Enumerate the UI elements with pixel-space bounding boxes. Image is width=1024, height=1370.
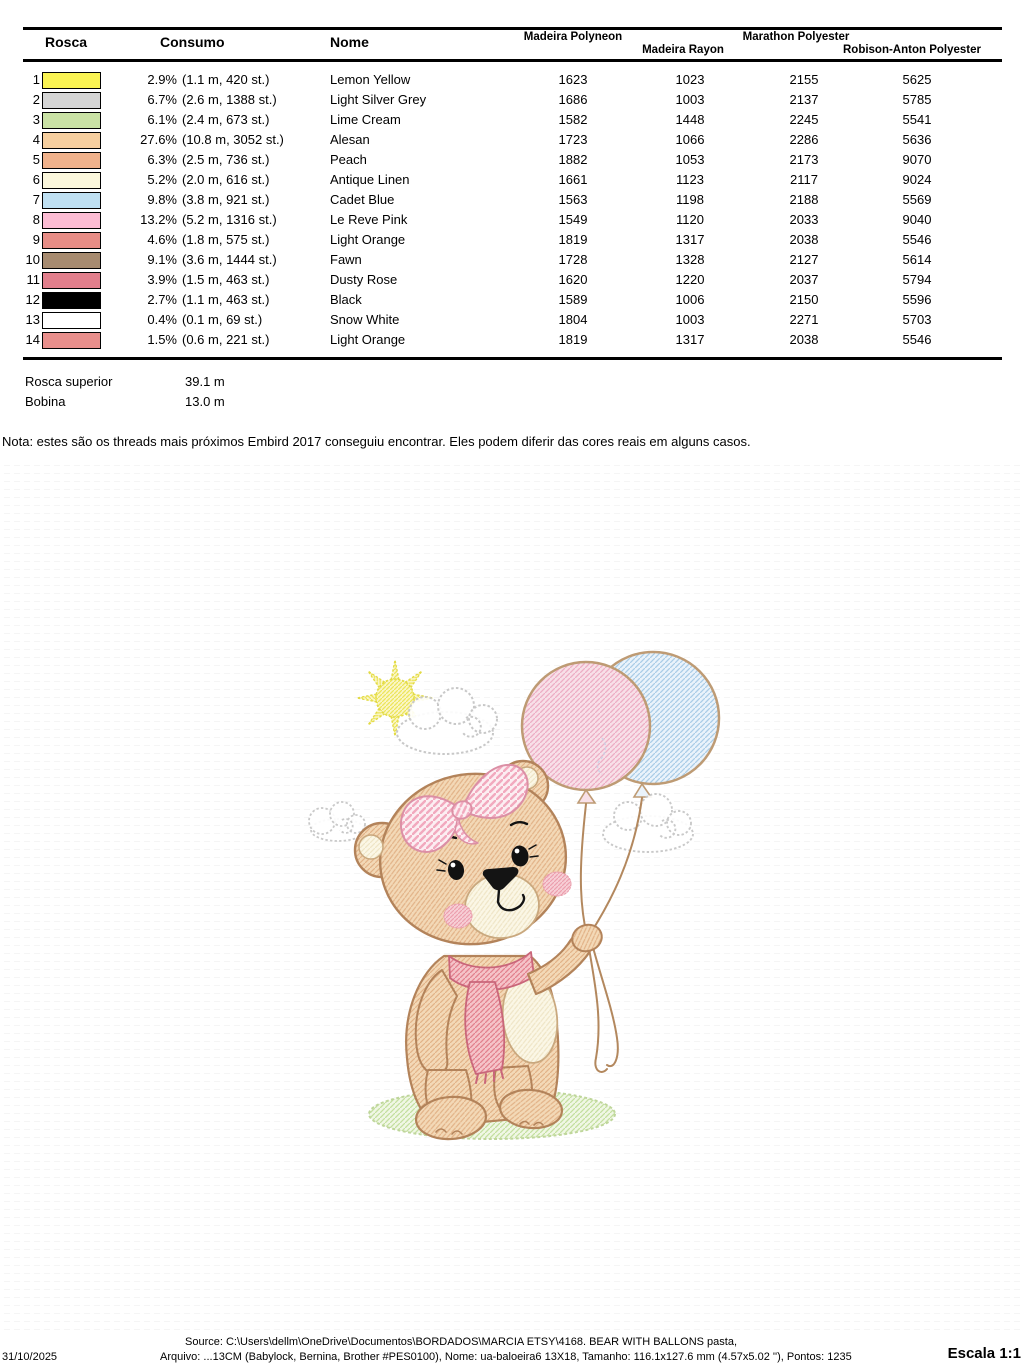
robison-anton-code: 9040 [902,212,932,227]
upper-thread-value: 39.1 m [185,374,225,389]
thread-number: 13 [25,312,40,327]
footer-source-path: Source: C:\Users\dellm\OneDrive\Documentos\BORDADOS\MARCIA ETSY\4168. BEAR WITH BALLONS pasta, [185,1336,738,1348]
robison-anton-code: 5794 [902,272,932,287]
madeira-polyneon-code: 1549 [558,212,588,227]
thread-name: Peach [330,152,367,167]
column-header-madeira-polyneon: Madeira Polyneon [523,31,623,43]
madeira-rayon-code: 1317 [675,232,705,247]
table-top-rule [23,27,1002,30]
madeira-polyneon-code: 1819 [558,232,588,247]
madeira-polyneon-code: 1819 [558,332,588,347]
bobbin-label: Bobina [25,394,66,409]
column-header-consumo: Consumo [160,34,225,50]
consumption-percent: 5.2% [147,172,177,187]
consumption-detail: (1.5 m, 463 st.) [182,272,270,287]
marathon-polyester-code: 2137 [789,92,819,107]
table-row [0,290,1024,310]
marathon-polyester-code: 2037 [789,272,819,287]
consumption-percent: 6.3% [147,152,177,167]
table-row [0,250,1024,270]
marathon-polyester-code: 2150 [789,292,819,307]
thread-number: 7 [32,192,40,207]
thread-number: 8 [32,212,40,227]
cloud-motif-small-left [309,802,365,841]
thread-number: 4 [32,132,40,147]
table-row [0,190,1024,210]
consumption-detail: (3.6 m, 1444 st.) [182,252,277,267]
madeira-polyneon-code: 1804 [558,312,588,327]
consumption-detail: (0.6 m, 221 st.) [182,332,270,347]
footer-date: 31/10/2025 [2,1351,58,1363]
table-row [0,330,1024,350]
madeira-rayon-code: 1006 [675,292,705,307]
consumption-detail: (2.5 m, 736 st.) [182,152,270,167]
consumption-detail: (2.6 m, 1388 st.) [182,92,277,107]
robison-anton-code: 9070 [902,152,932,167]
thread-number: 2 [32,92,40,107]
madeira-polyneon-code: 1728 [558,252,588,267]
thread-number: 1 [32,72,40,87]
thread-table [0,70,1024,350]
robison-anton-code: 5569 [902,192,932,207]
consumption-percent: 4.6% [147,232,177,247]
column-header-robison-anton: Robison-Anton Polyester [842,44,981,56]
bobbin-value: 13.0 m [185,394,225,409]
consumption-percent: 13.2% [140,212,177,227]
column-header-marathon-polyester: Marathon Polyester [742,31,850,43]
embroidery-design-preview [230,618,810,1188]
marathon-polyester-code: 2245 [789,112,819,127]
thread-color-swatch [42,172,101,189]
thread-color-swatch [42,152,101,169]
thread-number: 12 [25,292,40,307]
madeira-polyneon-code: 1563 [558,192,588,207]
bear-right-cheek [543,872,571,896]
thread-name: Black [330,292,362,307]
table-row [0,170,1024,190]
consumption-percent: 6.1% [147,112,177,127]
table-row [0,310,1024,330]
robison-anton-code: 5785 [902,92,932,107]
thread-number: 11 [26,272,40,287]
thread-name: Le Reve Pink [330,212,408,227]
consumption-detail: (10.8 m, 3052 st.) [182,132,284,147]
thread-color-swatch [42,112,101,129]
marathon-polyester-code: 2286 [789,132,819,147]
madeira-polyneon-code: 1882 [558,152,588,167]
consumption-percent: 27.6% [140,132,177,147]
thread-name: Light Orange [330,332,406,347]
consumption-detail: (3.8 m, 921 st.) [182,192,270,207]
consumption-percent: 2.9% [147,72,177,87]
marathon-polyester-code: 2127 [789,252,819,267]
thread-number: 6 [32,172,40,187]
thread-number: 9 [32,232,40,247]
madeira-rayon-code: 1220 [675,272,705,287]
thread-name: Snow White [330,312,400,327]
thread-color-swatch [42,192,101,209]
marathon-polyester-code: 2033 [789,212,819,227]
madeira-rayon-code: 1120 [676,212,704,227]
madeira-rayon-code: 1003 [675,92,705,107]
marathon-polyester-code: 2038 [789,332,819,347]
table-row [0,130,1024,150]
thread-color-swatch [42,92,101,109]
thread-number: 3 [32,112,40,127]
thread-number: 10 [25,252,40,267]
consumption-percent: 2.7% [147,292,177,307]
consumption-detail: (2.0 m, 616 st.) [182,172,270,187]
table-row [0,110,1024,130]
column-header-nome: Nome [330,34,369,50]
madeira-polyneon-code: 1686 [558,92,588,107]
marathon-polyester-code: 2117 [790,172,818,187]
thread-name: Lime Cream [330,112,401,127]
robison-anton-code: 5625 [902,72,932,87]
thread-name: Lemon Yellow [330,72,411,87]
thread-color-swatch [42,312,101,329]
madeira-rayon-code: 1198 [676,192,704,207]
thread-number: 14 [25,332,40,347]
thread-color-swatch [42,272,101,289]
madeira-rayon-code: 1123 [676,172,704,187]
footer-scale-label: Escala 1:1 [947,1345,1021,1362]
consumption-detail: (1.1 m, 463 st.) [182,292,270,307]
table-row [0,70,1024,90]
table-row [0,90,1024,110]
madeira-rayon-code: 1066 [675,132,705,147]
thread-match-note: Nota: estes são os threads mais próximos Embird 2017 conseguiu encontrar. Eles podem diferir das cores reais em alguns casos. [2,434,751,449]
robison-anton-code: 5703 [902,312,932,327]
thread-name: Cadet Blue [330,192,395,207]
thread-color-swatch [42,212,101,229]
bear-left-inner-ear [359,835,383,859]
robison-anton-code: 5541 [902,112,932,127]
thread-name: Antique Linen [330,172,410,187]
table-row [0,230,1024,250]
thread-name: Light Orange [330,232,406,247]
table-bottom-rule [23,357,1002,360]
thread-number: 5 [32,152,40,167]
madeira-rayon-code: 1328 [675,252,705,267]
thread-name: Dusty Rose [330,272,398,287]
madeira-rayon-code: 1448 [675,112,705,127]
consumption-percent: 9.8% [147,192,177,207]
madeira-rayon-code: 1317 [675,332,705,347]
cloud-motif-right [603,794,693,852]
marathon-polyester-code: 2271 [789,312,819,327]
bear-left-cheek [444,904,472,928]
column-header-rosca: Rosca [45,34,88,50]
marathon-polyester-code: 2188 [789,192,819,207]
marathon-polyester-code: 2155 [789,72,819,87]
thread-color-swatch [42,332,101,349]
scarf-tail [465,982,504,1074]
thread-color-swatch [42,232,101,249]
thread-name: Light Silver Grey [330,92,427,107]
upper-thread-label: Rosca superior [25,374,113,389]
thread-color-swatch [42,72,101,89]
robison-anton-code: 5614 [902,252,932,267]
thread-color-swatch [42,132,101,149]
thread-name: Alesan [330,132,370,147]
consumption-detail: (1.1 m, 420 st.) [182,72,270,87]
thread-name: Fawn [330,252,362,267]
madeira-polyneon-code: 1623 [558,72,588,87]
consumption-percent: 6.7% [147,92,177,107]
consumption-detail: (2.4 m, 673 st.) [182,112,270,127]
madeira-rayon-code: 1023 [675,72,705,87]
robison-anton-code: 5546 [902,332,932,347]
consumption-percent: 9.1% [147,252,177,267]
table-row [0,150,1024,170]
column-header-madeira-rayon: Madeira Rayon [642,44,724,56]
madeira-polyneon-code: 1582 [558,112,588,127]
madeira-rayon-code: 1053 [675,152,705,167]
consumption-percent: 0.4% [147,312,177,327]
robison-anton-code: 5596 [902,292,932,307]
table-row [0,210,1024,230]
madeira-polyneon-code: 1620 [558,272,588,287]
thread-color-swatch [42,252,101,269]
thread-color-swatch [42,292,101,309]
madeira-rayon-code: 1003 [675,312,705,327]
robison-anton-code: 9024 [902,172,932,187]
marathon-polyester-code: 2038 [789,232,819,247]
table-header-rule [23,59,1002,62]
table-row [0,270,1024,290]
consumption-detail: (1.8 m, 575 st.) [182,232,270,247]
footer-file-info: Arquivo: ...13CM (Babylock, Bernina, Brother #PES0100), Nome: ua-baloeira6 13X18, Tamanho: 116.1x127.6 mm (4.57x5.02 ''), Pontos: 1235 [160,1351,852,1363]
marathon-polyester-code: 2173 [789,152,819,167]
teddy-bear [355,761,606,1141]
consumption-detail: (5.2 m, 1316 st.) [182,212,277,227]
robison-anton-code: 5636 [902,132,932,147]
consumption-percent: 1.5% [147,332,177,347]
consumption-detail: (0.1 m, 69 st.) [182,312,263,327]
madeira-polyneon-code: 1589 [558,292,588,307]
robison-anton-code: 5546 [902,232,932,247]
consumption-percent: 3.9% [147,272,177,287]
madeira-polyneon-code: 1661 [558,172,588,187]
madeira-polyneon-code: 1723 [558,132,588,147]
